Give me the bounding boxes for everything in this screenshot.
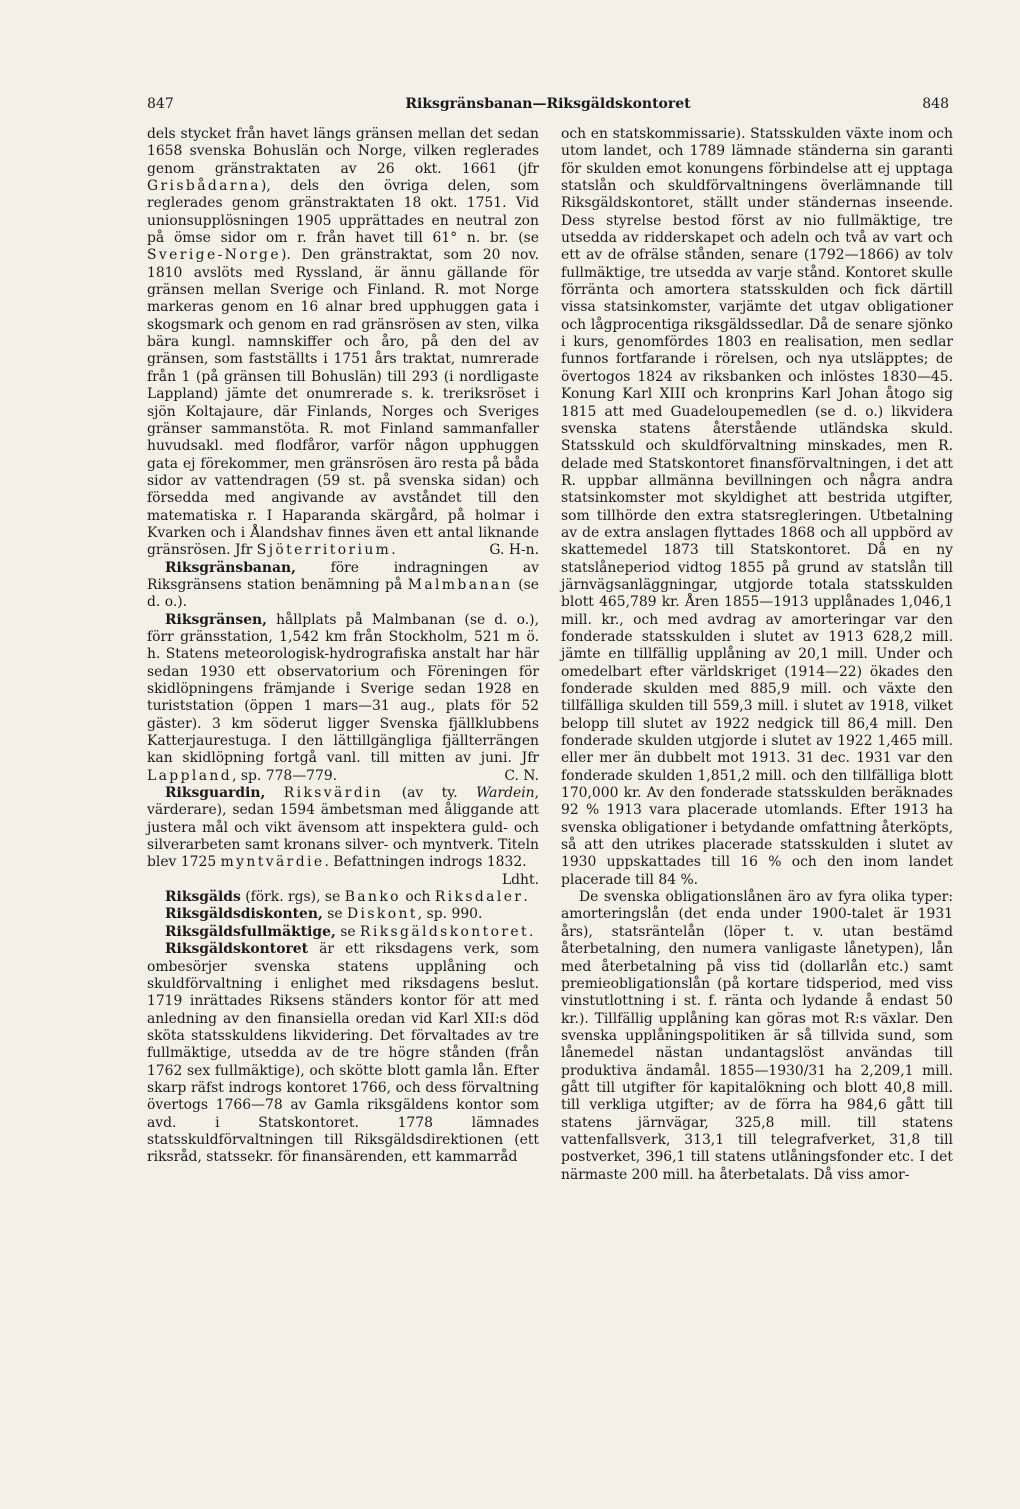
cross-reference: Riksvärdin (283, 785, 384, 802)
entry-riksgransen: Riksgränsen, hållplats på Malmbanan (se d. o.), förr gränsstation, 1,542 km från Stockholm, 521 m ö. h. Statens meteorologisk-hydrografiska anstalt har här sedan 1930 ett observatorium och Föreningen för skidlöpningens främjande i Sverige sedan 1928 en turiststation (öppen 1 mars—31 aug., plats för 52 gäster). 3 km söderut ligger Svenska fjällklubbens Katterjaurestuga. I den lättillgängliga fjällterrängen kan skidlöpning fortgå vanl. till mitten av juni. Jfr Lappland, sp. 778—779. C. N. (147, 611, 539, 784)
page-number-right: 848 (922, 96, 949, 112)
author-signature: G. H-n. (489, 542, 539, 559)
entry-headword: Riksgäldsdiskonten, (165, 906, 323, 923)
left-column (147, 126, 539, 1167)
author-signature: C. N. (504, 767, 539, 784)
author-signature: Ldht. (501, 871, 539, 888)
running-title: Riksgränsbanan—Riksgäldskontoret (405, 96, 691, 112)
entry-riksguardin: Riksguardin, Riksvärdin (av ty. Wardein, värderare), sedan 1594 ämbetsman med åliggande att justera mål och vikt ävensom att inspektera guld- och silverarbeten samt kronans silver- och myntverk. Titeln blev 1725 myntvärdie. Befattningen indrogs 1832. Ldht. (147, 785, 540, 888)
cross-reference: Sjöterritorium (256, 542, 392, 559)
cross-reference: Banko (344, 889, 401, 906)
entry-riksgransbanan: Riksgränsbanan, före indragningen av Riksgränsens station benämning på Malmbanan (se d. o.). (147, 559, 540, 611)
cross-reference: Sverige-Norge (147, 247, 281, 264)
cross-reference: Riksgäldskontoret (360, 923, 530, 940)
entry-headword: Riksgäldskontoret (165, 941, 309, 958)
cross-reference: Lappland (147, 767, 233, 784)
body-paragraph: De svenska obligationslånen äro av fyra olika typer: amorteringslån (det enda under 1900-talet är 1931 års), statsräntelån (löper t. v. utan bestämd återbetalning, den numera vanligaste lånetypen), lån med återbetalning på viss tid (dollarlån etc.) samt premieobligationslån (på kortare tidsperiod, med viss vinstutlottning i st. f. ränta och lydande å endast 50 kr.). Tillfällig upplåning kan göras mot R:s växlar. Den svenska upplåningspolitiken är så tillvida sund, som lånemedel nästan undantagslöst användas till produktiva ändamål. 1855—1930/31 ha 2,209,1 mill. gått till utgifter för kapitalökning och blott 40,8 mill. till verkliga utgifter; av de förra ha 984,6 gått till statens järnvägar, 325,8 mill. till statens vattenfallsverk, 313,1 till telegrafverket, 31,8 till postverket, 396,1 till statens utlåningsfonder etc. I det närmaste 200 mill. ha återbetalats. Då viss amor- (561, 889, 953, 1183)
cross-reference: Riksdaler (434, 889, 524, 906)
continued-paragraph: dels stycket från havet längs gränsen mellan det sedan 1658 svenska Bohuslän och Norge, vilken reglerades genom gränstraktaten av 26 okt. 1661 (jfr Grisbådarna), dels den övriga delen, som reglerades genom gränstraktaten 18 okt. 1751. Vid unionsupplösningen 1905 upprättades en neutral zon på ömse sidor om r. från havet till 61° n. br. (se Sverige-Norge). Den gränstraktat, som 20 nov. 1810 avslöts med Ryssland, är ännu gällande för gränsen mellan Sverige och Finland. R. mot Norge markeras genom en 16 alnar bred upphuggen gata i skogsmark och genom en rad gränsrösen av sten, vilka bära kungl. namnskiffer och åro, på den del av gränsen, som fastställts i 1751 års traktat, numrerade från 1 (på gränsen till Bohuslän) till 293 (i nordligaste Lappland) jämte det onumrerade s. k. treriksröset i sjön Koltajaure, där Finlands, Norges och Sveriges gränser sammanstöta. R. mot Finland sammanfaller huvudsakl. med flodfåror, varför någon upphuggen gata ej förekommer, men gränsrösen äro resta på båda sidor av vattendragen (59 st. på svenska sidan) och försedda med angivande av avståndet till den matematiska r. I Haparanda skärgård, på holmar i Kvarken och i Ålandshav finnes även ett antal liknande gränsrösen. Jfr Sjöterritorium. G. H-n. (147, 126, 539, 559)
cross-reference: Grisbådarna (147, 178, 261, 195)
entry-headword: Riksgälds (165, 889, 241, 906)
right-column (561, 126, 953, 1184)
entry-riksgalds: Riksgälds (förk. rgs), se Banko och Riksdaler. (165, 889, 528, 906)
entry-riksgaldskontoret: Riksgäldskontoret är ett riksdagens verk, som ombesörjer svenska statens upplåning och skuldförvaltning i enlighet med riksdagens beslut. 1719 inrättades Riksens ständers kontor för att med anledning av den finansiella oredan vid Karl XII:s död sköta statsskuldens likvidering. Det förvaltades av tre fullmäktige, utsedda av de tre högre stånden (från 1762 sex fullmäktige), och skötte blott gamla lån. Efter skarp räfst indrogs kontoret 1766, och dess förvaltning övertogs 1766—78 av Gamla riksgäldens kontor som avd. i Statskontoret. 1778 lämnades statsskuldförvaltningen till Riksgäldsdirektionen (ett riksråd, statssekr. för finansärenden, ett kammarråd (147, 941, 539, 1166)
entry-headword: Riksgränsen, (165, 611, 267, 628)
page-number-left: 847 (147, 96, 174, 112)
cross-reference: Malmbanan (407, 576, 513, 593)
entry-headword: Riksgäldsfullmäktige, (165, 923, 336, 940)
cross-reference: myntvärdie (220, 854, 325, 871)
entry-headword: Riksguardin, (165, 785, 266, 802)
entry-headword: Riksgränsbanan, (165, 559, 296, 576)
cross-reference: Diskont (346, 906, 418, 923)
continued-paragraph: och en statskommissarie). Statsskulden växte inom och utom landet, och 1789 lämnade ständerna sin garanti för skulden emot konungens förbindelse att ej upptaga statslån och skuldförvaltningens överlämnande till Riksgäldskontoret, ställt under ständernas inseende. Dess styrelse bestod först av nio fullmäktige, tre utsedda av ridderskapet och adeln och två av vart och ett av de ofrälse stånden, senare (1792—1866) av tolv fullmäktige, tre utsedda av varje stånd. Kontoret skulle förränta och amortera statsskulden och fick därtill vissa statsinkomster, varjämte det utgav obligationer och lågprocentiga riksgäldssedlar. Då de senare sjönko i kurs, genomfördes 1803 en realisation, men sedlar funnos fortfarande i rörelsen, och nya utsläpptes; de övertogos 1824 av riksbanken och inlöstes 1830—45. Konung Karl XIII och kronprins Karl Johan åtogo sig 1815 att med Guadeloupemedlen (se d. o.) likvidera svenska statens återstående utländska skuld. Statsskuld och skuldförvaltning minskades, men R. delade med Statskontoret finansförvaltningen, i det att R. uppbar allmänna bevillningen och några andra statsinkomster mot skyldighet att bestrida utgifter, som tillhörde den extra statsregleringen. Utbetalning av de extra anslagen flyttades 1868 och all uppbörd av skattemedel 1873 till Statskontoret. Då en ny statslåneperiod vidtog 1855 på grund av statslån till järnvägsanläggningar, utgjorde totala statsskulden blott 465,789 kr. Åren 1855—1913 upplånades 1,046,1 mill. kr., och med avdrag av amorteringar var den fonderade statsskulden i slutet av 1913 628,2 mill. jämte en tillfällig upplåning av 20,1 mill. Under och omedelbart efter världskriget (1914—22) ökades den fonderade skulden med 885,9 mill. och växte den tillfälliga skulden till 559,3 mill. i slutet av 1918, vilket belopp till slutet av 1922 nedgick till 86,4 mill. Den fonderade skulden utgjorde i slutet av 1922 1,465 mill. eller mer än dubbelt mot 1913. 31 dec. 1931 var den fonderade skulden 1,851,2 mill. och den tillfälliga blott 170,000 kr. Av den fonderade statsskulden beräknades 92 % 1913 vara placerade utomlands. Efter 1913 ha svenska obligationer i betydande omfattning återköpts, så att den utrikes placerade statsskulden i slutet av 1930 uppskattades till 16 % och den inom landet placerade till 84 %. (561, 126, 953, 888)
entry-riksgaldsdiskonten: Riksgäldsdiskonten, se Diskont, sp. 990. (165, 906, 483, 923)
entry-riksgaldsfullmaktige: Riksgäldsfullmäktige, se Riksgäldskontoret. (165, 923, 534, 940)
page-header (147, 95, 949, 117)
